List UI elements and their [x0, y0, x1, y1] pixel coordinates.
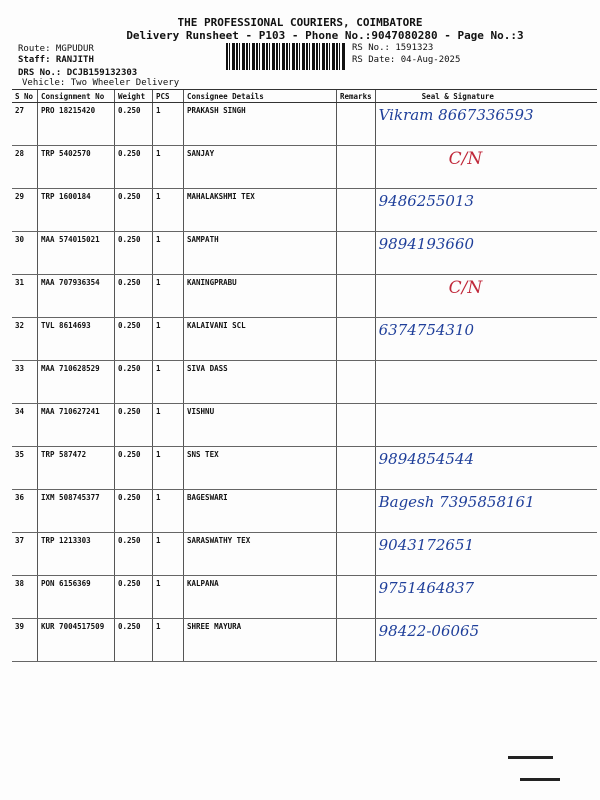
cell-consignment-no: TRP 587472	[38, 447, 115, 490]
handwritten-signature: C/N	[448, 278, 483, 298]
cell-signature	[375, 490, 597, 533]
cell-consignment-no: MAA 574015021	[38, 232, 115, 275]
cell-pcs: 1	[153, 189, 184, 232]
cell-consignment-no: TVL 8614693	[38, 318, 115, 361]
staff: Staff: RANJITH	[18, 55, 94, 65]
cell-consignee: KALAIVANI SCL	[184, 318, 337, 361]
rs-date: RS Date: 04-Aug-2025	[352, 55, 461, 65]
cell-consignment-no: PRO 18215420	[38, 103, 115, 146]
col-sno: S No	[12, 90, 38, 103]
cell-weight: 0.250	[115, 232, 153, 275]
cell-signature	[375, 361, 597, 404]
cell-remarks	[337, 533, 376, 576]
table-row	[12, 576, 597, 619]
handwritten-signature: 9894193660	[378, 235, 475, 253]
cell-remarks	[337, 404, 376, 447]
cell-weight: 0.250	[115, 103, 153, 146]
handwritten-signature: 9751464837	[378, 579, 475, 597]
cell-consignment-no: PON 6156369	[38, 576, 115, 619]
table-row	[12, 490, 597, 533]
cell-remarks	[337, 189, 376, 232]
cell-remarks	[337, 576, 376, 619]
cell-pcs: 1	[153, 619, 184, 662]
cell-consignment-no: IXM 508745377	[38, 490, 115, 533]
cell-sno: 32	[12, 318, 38, 361]
cell-sno: 29	[12, 189, 38, 232]
handwritten-signature: 9043172651	[378, 536, 475, 554]
cell-weight: 0.250	[115, 490, 153, 533]
cell-consignee: SANJAY	[184, 146, 337, 189]
table-row	[12, 533, 597, 576]
cell-consignment-no: KUR 7004517509	[38, 619, 115, 662]
cell-signature	[375, 533, 597, 576]
cell-sno: 34	[12, 404, 38, 447]
cell-weight: 0.250	[115, 533, 153, 576]
handwritten-signature: C/N	[448, 149, 483, 169]
runsheet-subtitle: Delivery Runsheet - P103 - Phone No.:9047080280 - Page No.:3	[126, 29, 524, 42]
handwritten-signature: 9486255013	[378, 192, 475, 210]
cell-consignment-no: TRP 1600184	[38, 189, 115, 232]
table-row	[12, 447, 597, 490]
cell-remarks	[337, 447, 376, 490]
table-row	[12, 619, 597, 662]
handwritten-signature: 98422-06065	[378, 622, 480, 640]
table-row	[12, 232, 597, 275]
cell-consignee: SNS TEX	[184, 447, 337, 490]
cell-pcs: 1	[153, 404, 184, 447]
handwritten-signature: Bagesh 7395858161	[378, 493, 535, 511]
col-pcs: PCS	[153, 90, 184, 103]
cell-signature	[375, 318, 597, 361]
cell-consignee: SAMPATH	[184, 232, 337, 275]
cell-weight: 0.250	[115, 576, 153, 619]
cell-sno: 37	[12, 533, 38, 576]
cell-signature	[375, 146, 597, 189]
cell-signature	[375, 103, 597, 146]
cell-sno: 33	[12, 361, 38, 404]
table-row	[12, 275, 597, 318]
cell-weight: 0.250	[115, 189, 153, 232]
col-weight: Weight	[115, 90, 153, 103]
cell-pcs: 1	[153, 103, 184, 146]
cell-pcs: 1	[153, 361, 184, 404]
cell-weight: 0.250	[115, 619, 153, 662]
drs-number: DRS No.: DCJB159132303	[18, 68, 138, 78]
cell-sno: 35	[12, 447, 38, 490]
cell-pcs: 1	[153, 275, 184, 318]
cell-consignment-no: MAA 710628529	[38, 361, 115, 404]
cell-weight: 0.250	[115, 404, 153, 447]
company-title: THE PROFESSIONAL COURIERS, COIMBATORE	[177, 16, 423, 29]
barcode	[226, 43, 346, 70]
cell-weight: 0.250	[115, 318, 153, 361]
cell-sno: 31	[12, 275, 38, 318]
cell-pcs: 1	[153, 576, 184, 619]
cell-sno: 28	[12, 146, 38, 189]
cell-remarks	[337, 361, 376, 404]
cell-pcs: 1	[153, 490, 184, 533]
cell-weight: 0.250	[115, 146, 153, 189]
cell-consignment-no: MAA 710627241	[38, 404, 115, 447]
cell-signature	[375, 275, 597, 318]
handwritten-signature: Vikram 8667336593	[378, 106, 534, 124]
scan-mark	[520, 778, 560, 781]
vehicle: Vehicle: Two Wheeler Delivery	[22, 78, 180, 88]
table-row	[12, 361, 597, 404]
cell-remarks	[337, 275, 376, 318]
cell-consignee: KALPANA	[184, 576, 337, 619]
cell-consignment-no: MAA 707936354	[38, 275, 115, 318]
cell-weight: 0.250	[115, 447, 153, 490]
cell-sno: 38	[12, 576, 38, 619]
scan-mark	[508, 756, 553, 759]
cell-consignment-no: TRP 1213303	[38, 533, 115, 576]
handwritten-signature: 6374754310	[378, 321, 475, 339]
rs-number: RS No.: 1591323	[352, 43, 434, 53]
cell-sno: 30	[12, 232, 38, 275]
table-row	[12, 189, 597, 232]
table-row	[12, 404, 597, 447]
cell-consignee: MAHALAKSHMI TEX	[184, 189, 337, 232]
cell-consignment-no: TRP 5402570	[38, 146, 115, 189]
cell-pcs: 1	[153, 146, 184, 189]
cell-weight: 0.250	[115, 361, 153, 404]
cell-remarks	[337, 318, 376, 361]
runsheet-table	[12, 89, 597, 662]
cell-pcs: 1	[153, 232, 184, 275]
route: Route: MGPUDUR	[18, 44, 94, 54]
cell-consignee: SARASWATHY TEX	[184, 533, 337, 576]
cell-pcs: 1	[153, 318, 184, 361]
cell-signature	[375, 447, 597, 490]
cell-sno: 27	[12, 103, 38, 146]
cell-consignee: PRAKASH SINGH	[184, 103, 337, 146]
cell-weight: 0.250	[115, 275, 153, 318]
table-row	[12, 103, 597, 146]
table-row	[12, 146, 597, 189]
cell-remarks	[337, 619, 376, 662]
col-remarks: Remarks	[337, 90, 376, 103]
cell-consignee: SHREE MAYURA	[184, 619, 337, 662]
col-consignment: Consignment No	[38, 90, 115, 103]
cell-consignee: BAGESWARI	[184, 490, 337, 533]
cell-consignee: KANINGPRABU	[184, 275, 337, 318]
cell-signature	[375, 189, 597, 232]
cell-signature	[375, 576, 597, 619]
cell-signature	[375, 619, 597, 662]
table-row	[12, 318, 597, 361]
col-consignee: Consignee Details	[184, 90, 337, 103]
cell-pcs: 1	[153, 533, 184, 576]
cell-pcs: 1	[153, 447, 184, 490]
handwritten-signature: 9894854544	[378, 450, 475, 468]
cell-sno: 36	[12, 490, 38, 533]
cell-consignee: VISHNU	[184, 404, 337, 447]
cell-remarks	[337, 490, 376, 533]
col-seal: Seal & Signature	[375, 90, 597, 103]
cell-signature	[375, 232, 597, 275]
cell-remarks	[337, 146, 376, 189]
cell-remarks	[337, 103, 376, 146]
cell-sno: 39	[12, 619, 38, 662]
cell-consignee: SIVA DASS	[184, 361, 337, 404]
cell-remarks	[337, 232, 376, 275]
cell-signature	[375, 404, 597, 447]
